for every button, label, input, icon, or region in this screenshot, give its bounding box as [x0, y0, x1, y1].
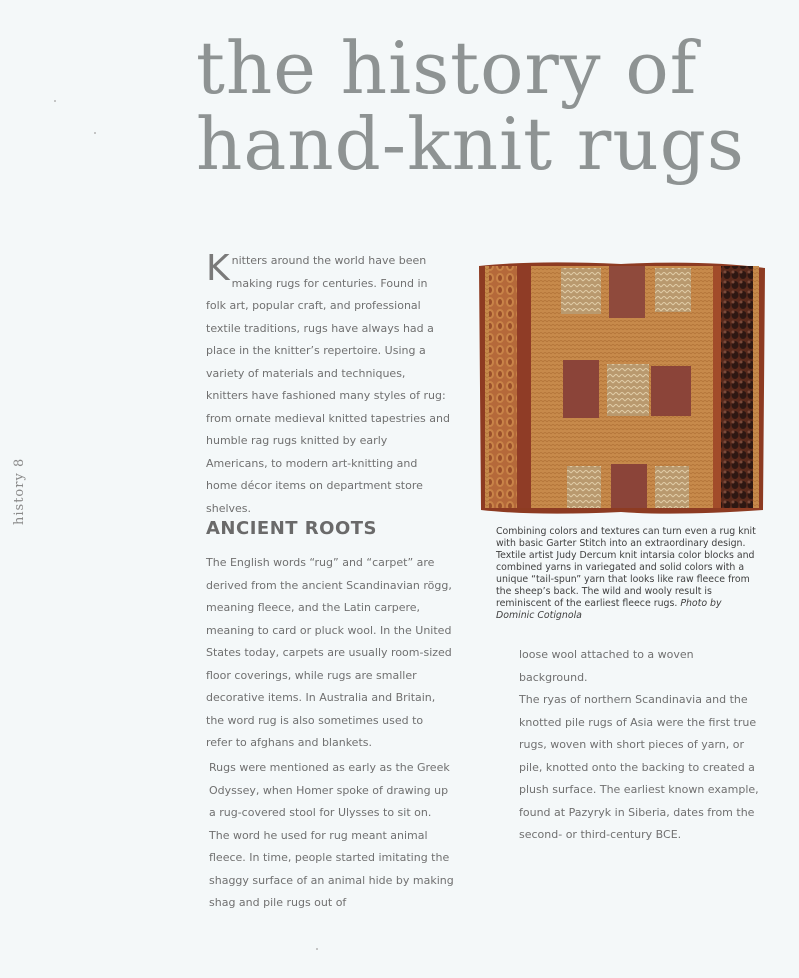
- intro-text: nitters around the world have been making rugs for centuries. Found in folk art, popular craft, and professional textile traditions, rugs have always had a place in the knitter’s repertoire. Using a variety of materials and techniques, knitters have fashioned many styles of rug: from ornate medieval knitted tapestries and humble rag rugs knitted by early Americans, to modern art-knitting and home décor items on department store shelves.: [206, 254, 450, 515]
- caption-credit: Photo by Dominic Cotignola: [496, 598, 722, 621]
- title-line-1: the history of: [196, 26, 698, 110]
- body-text-3a: loose wool attached to a woven background.: [519, 648, 694, 684]
- page-speck: [54, 100, 56, 102]
- page-speck: [94, 132, 96, 134]
- body-paragraph-3: [519, 644, 759, 847]
- body-text-1: The English words “rug” and “carpet” are derived from the ancient Scandinavian rögg, meaning fleece, and the Latin carpere, meaning to card or pluck wool. In the United States today, carpets are usually room-sized floor coverings, while rugs are smaller decorative items. In Australia and Britain, the word rug is also sometimes used to refer to afghans and blankets.: [206, 556, 452, 749]
- body-text-2: Rugs were mentioned as early as the Greek Odyssey, when Homer spoke of drawing up a rug-covered stool for Ulysses to sit on. The word he used for rug meant animal fleece. In time, people started imitating the shaggy surface of an animal hide by making shag and pile rugs out of: [209, 761, 454, 909]
- photo-caption: [496, 526, 758, 622]
- body-paragraph-2: [209, 757, 455, 915]
- drop-cap: K: [206, 248, 230, 289]
- rug-photo: [475, 260, 767, 516]
- body-text-3b: The ryas of northern Scandinavia and the knotted pile rugs of Asia were the first true rugs, woven with short pieces of yarn, or pile, knotted onto the backing to created a plush surface. The earliest known example, found at Pazyryk in Siberia, dates from the second- or third-century BCE.: [519, 693, 759, 841]
- running-head: history 8: [12, 457, 27, 525]
- body-paragraph-1: [206, 552, 452, 755]
- section-heading: ANCIENT ROOTS: [206, 518, 378, 539]
- title-line-2: hand-knit rugs: [196, 102, 745, 186]
- caption-text: Combining colors and textures can turn even a rug knit with basic Garter Stitch into an extraordinary design. Textile artist Judy Dercum knit intarsia color blocks and combined yarns in variegated and solid colors with a unique “tail-spun” yarn that looks like raw fleece from the sheep’s back. The wild and wooly result is reminiscent of the earliest fleece rugs.: [496, 526, 756, 609]
- intro-paragraph: [206, 250, 450, 520]
- page-speck: [316, 948, 318, 950]
- page-title: [196, 26, 745, 186]
